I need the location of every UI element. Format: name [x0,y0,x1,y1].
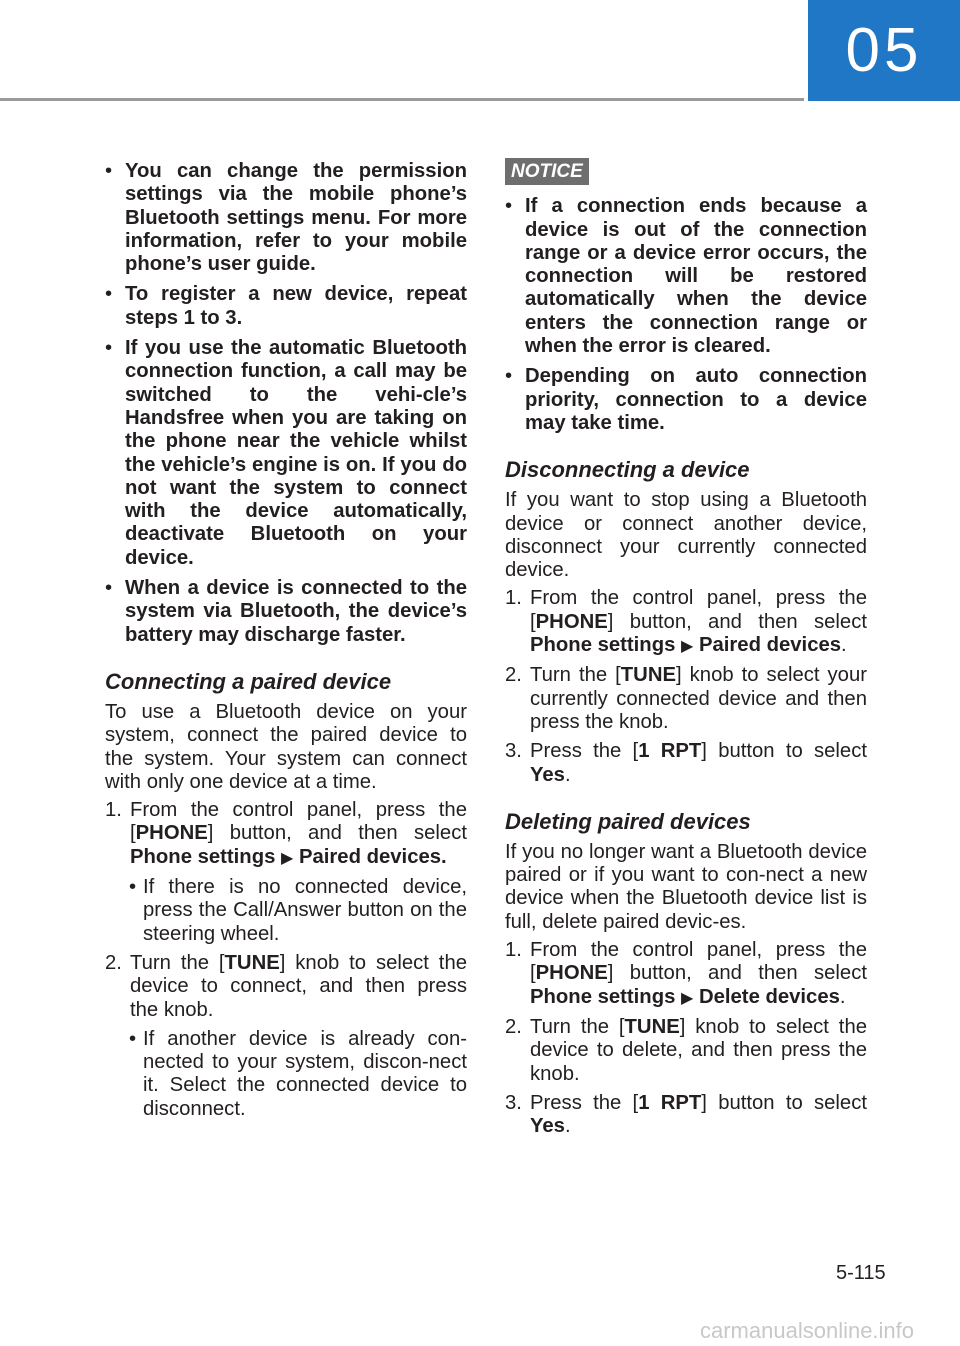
chapter-tab: 05 [808,0,960,101]
tune-key-label: TUNE [224,951,280,974]
bullet-item: • If you use the automatic Bluetooth connection function, a call may be switched to the vehi-cle’s Handsfree when you are taking on the phone near the vehicle whilst the vehicle’s engine is on. If you do not want the system to connect with the device automatically, deactivate Bluetooth on your device. [105,337,467,570]
left-column [105,160,467,1127]
arrow-right-icon: ▶ [681,989,694,1007]
sub-bullet: • If there is no connected device, press the Call/Answer button on the steering wheel. [105,876,467,946]
step-3: 3. Press the [1 RPT] button to select Yes. [505,740,867,786]
bullet-item: • To register a new device, repeat steps 1 to 3. [105,283,467,330]
watermark: carmanualsonline.info [700,1318,915,1343]
phone-key-label: PHONE [535,610,608,633]
step-2: 2. Turn the [TUNE] knob to select the device to delete, and then press the knob. [505,1015,867,1085]
right-column [505,160,867,1144]
phone-key-label: PHONE [135,822,208,845]
section-title-deleting: Deleting paired devices [505,808,751,834]
section-title-disconnecting: Disconnecting a device [505,457,750,483]
step-1: 1. From the control panel, press the [PHONE] button, and then select Phone settings ▶ Paired devices. [505,587,867,657]
intro-paragraph: If you no longer want a Bluetooth device paired or if you want to con-nect a new device when the Bluetooth device list is full, delete paired devic-es. [505,840,867,933]
header-rule [0,98,804,101]
intro-paragraph: If you want to stop using a Bluetooth device or connect another device, disconnect your currently connected device. [505,489,867,582]
step-2: 2. Turn the [TUNE] knob to select your currently connected device and then press the knob. [505,664,867,733]
notice-label: NOTICE [505,158,589,185]
rpt-key-label: 1 RPT [638,1091,702,1114]
bullet-item: • When a device is connected to the system via Bluetooth, the device’s battery may discharge faster. [105,577,467,647]
step-1: 1. From the control panel, press the [PHONE] button, and then select Phone settings ▶ Paired devices. [105,799,467,868]
arrow-right-icon: ▶ [681,638,694,656]
notice-bullet: • Depending on auto connection priority, connection to a device may take time. [505,365,867,435]
intro-paragraph: To use a Bluetooth device on your system, connect the paired device to the system. Your system can connect with only one device at a time. [105,700,467,793]
rpt-key-label: 1 RPT [638,740,702,763]
phone-key-label: PHONE [535,962,608,985]
step-2: 2. Turn the [TUNE] knob to select the device to connect, and then press the knob. [105,951,467,1021]
section-title-connecting: Connecting a paired device [105,668,392,694]
tune-key-label: TUNE [624,1015,680,1038]
sub-bullet: • If another device is already con-nected to your system, discon-nect it. Select the connected device to disconnect. [105,1028,467,1121]
arrow-right-icon: ▶ [281,849,294,867]
page-number: 5-115 [836,1262,886,1284]
bullet-item: • You can change the permission settings via the mobile phone’s Bluetooth settings menu. For more information, refer to your mobile phone’s user guide. [105,160,467,276]
step-3: 3. Press the [1 RPT] button to select Yes. [505,1091,867,1138]
step-1: 1. From the control panel, press the [PHONE] button, and then select Phone settings ▶ Delete devices. [505,939,867,1008]
tune-key-label: TUNE [620,664,677,687]
notice-bullet: • If a connection ends because a device is out of the connection range or a device error occurs, the connection will be restored automatically when the device enters the connection range or when the error is cleared. [505,195,867,358]
